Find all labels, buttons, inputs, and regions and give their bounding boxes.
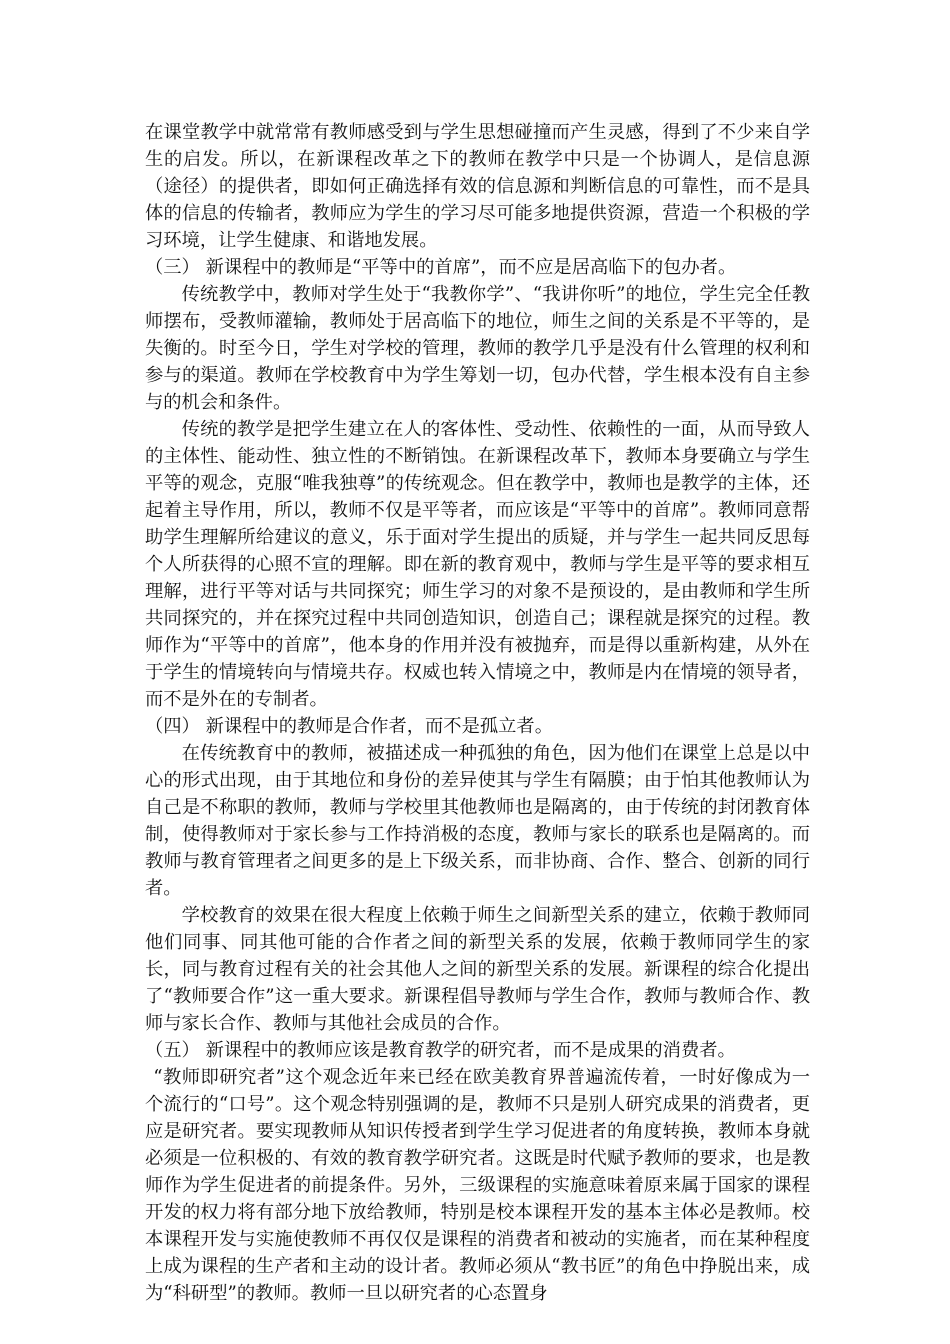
body-paragraph: 传统的教学是把学生建立在人的客体性、受动性、依赖性的一面，从而导致人的主体性、能动性、独立性的不断销蚀。在新课程改革下，教师本身要确立与学生平等的观念，克服“唯我独尊”的传统观念。但在教学中，教师也是教学的主体，还起着主导作用，所以，教师不仅是平等者，而应该是“平等中的首席”。教师同意帮助学生理解所给建议的意义，乐于面对学生提出的质疑，并与学生一起共同反思每个人所获得的心照不宣的理解。即在新的教育观中，教师与学生是平等的要求相互理解，进行平等对话与共同探究；师生学习的对象不是预设的，是由教师和学生所共同探究的，并在探究过程中共同创造知识，创造自己；课程就是探究的过程。教师作为“平等中的首席”，他本身的作用并没有被抛弃，而是得以重新构建，从外在于学生的情境转向与情境共存。权威也转入情境之中，教师是内在情境的领导者，而不是外在的专制者。 bbox=[145, 419, 810, 710]
document-page bbox=[145, 119, 810, 1307]
body-paragraph: 在课堂教学中就常常有教师感受到与学生思想碰撞而产生灵感，得到了不少来自学生的启发。所以，在新课程改革之下的教师在教学中只是一个协调人，是信息源（途径）的提供者，即如何正确选择有效的信息源和判断信息的可靠性，而不是具体的信息的传输者，教师应为学生的学习尽可能多地提供资源，营造一个积极的学习环境，让学生健康、和谐地发展。 bbox=[145, 122, 810, 251]
body-paragraph: 传统教学中，教师对学生处于“我教你学”、“我讲你听”的地位，学生完全任教师摆布，受教师灌输，教师处于居高临下的地位，师生之间的关系是不平等的，是失衡的。时至今日，学生对学校的管理，教师的教学几乎是没有什么管理的权利和参与的渠道。教师在学校教育中为学生筹划一切，包办代替，学生根本没有自主参与的机会和条件。 bbox=[145, 284, 810, 413]
body-paragraph: 在传统教育中的教师，被描述成一种孤独的角色，因为他们在课堂上总是以中心的形式出现，由于其地位和身份的差异使其与学生有隔膜；由于怕其他教师认为自己是不称职的教师，教师与学校里其他教师也是隔离的，由于传统的封闭教育体制，使得教师对于家长参与工作持消极的态度，教师与家长的联系也是隔离的。而教师与教育管理者之间更多的是上下级关系，而非协商、合作、整合、创新的同行者。 bbox=[145, 743, 810, 899]
body-paragraph: “教师即研究者”这个观念近年来已经在欧美教育界普遍流传着，一时好像成为一个流行的“口号”。这个观念特别强调的是，教师不只是别人研究成果的消费者，更应是研究者。要实现教师从知识传授者到学生学习促进者的角度转换，教师本身就必须是一位积极的、有效的教育教学研究者。这既是时代赋予教师的要求，也是教师作为学生促进者的前提条件。另外，三级课程的实施意味着原来属于国家的课程开发的权力将有部分地下放给教师，特别是校本课程开发的基本主体必是教师。校本课程开发与实施使教师不再仅仅是课程的消费者和被动的实施者，而在某种程度上成为课程的生产者和主动的设计者。教师必须从“教书匠”的角色中挣脱出来，成为“科研型”的教师。教师一旦以研究者的心态置身 bbox=[145, 1067, 810, 1304]
section-heading-5: （五） 新课程中的教师应该是教育教学的研究者，而不是成果的消费者。 bbox=[145, 1040, 736, 1061]
section-heading-3: （三） 新课程中的教师是“平等中的首席”，而不应是居高临下的包办者。 bbox=[145, 257, 737, 278]
body-paragraph: 学校教育的效果在很大程度上依赖于师生之间新型关系的建立，依赖于教师同他们同事、同其他可能的合作者之间的新型关系的发展，依赖于教师同学生的家长，同与教育过程有关的社会其他人之间的新型关系的发展。新课程的综合化提出了“教师要合作”这一重大要求。新课程倡导教师与学生合作，教师与教师合作、教师与家长合作、教师与其他社会成员的合作。 bbox=[145, 905, 810, 1034]
section-heading-4: （四） 新课程中的教师是合作者，而不是孤立者。 bbox=[145, 716, 553, 737]
